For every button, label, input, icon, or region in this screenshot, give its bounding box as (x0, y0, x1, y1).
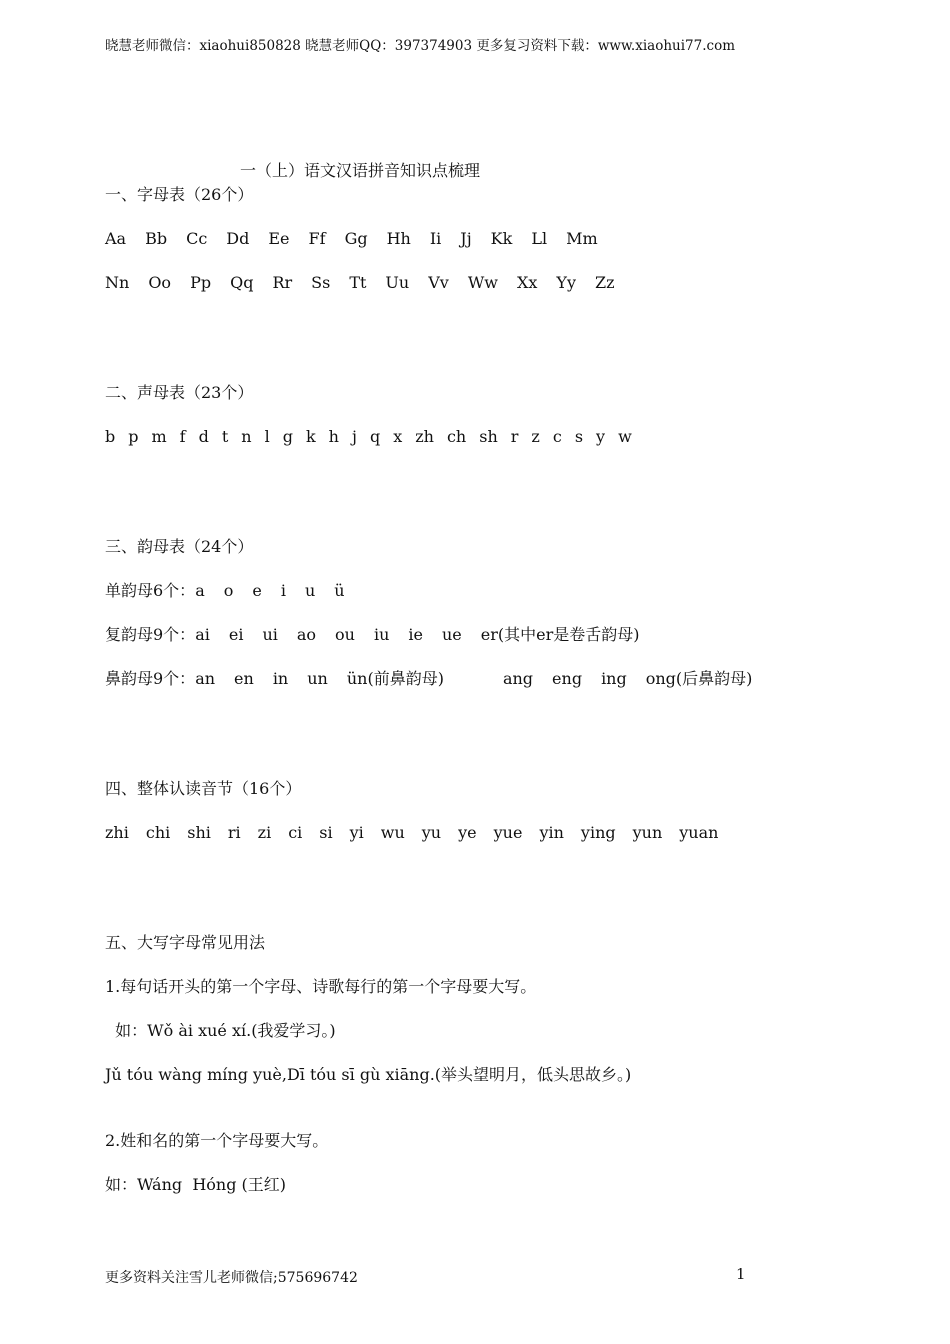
final: ing (601, 669, 627, 688)
initial: ch (446, 427, 467, 446)
syllable: yin (539, 823, 564, 842)
section-2-heading: 二、声母表（23个） (105, 383, 254, 402)
initial: x (393, 427, 403, 446)
letter-pair: Dd (226, 229, 250, 248)
letter-pair: Yy (556, 273, 576, 292)
initial: t (221, 427, 229, 446)
rule-2: 2.姓和名的第一个字母要大写。 (105, 1131, 329, 1150)
letter-pair: Zz (594, 273, 615, 292)
initial: sh (479, 427, 498, 446)
final: i (280, 581, 286, 600)
letter-pair: Xx (516, 273, 538, 292)
letter-pair: Mm (566, 229, 598, 248)
syllable: chi (145, 823, 171, 842)
final: ei (228, 625, 244, 644)
letter-pair: Gg (344, 229, 368, 248)
example-2: 如：Wáng Hóng (王红) (105, 1175, 287, 1194)
initial: s (574, 427, 584, 446)
final: ui (262, 625, 278, 644)
initial: d (198, 427, 209, 446)
page-footer: 更多资料关注雪儿老师微信;575696742 (105, 1270, 358, 1286)
syllable: yi (349, 823, 364, 842)
section-4-heading: 四、整体认读音节（16个） (105, 779, 302, 798)
single-finals-row (105, 580, 364, 602)
letter-pair: Cc (186, 229, 208, 248)
syllable: yue (493, 823, 523, 842)
letter-pair: Tt (349, 273, 367, 292)
initial: p (128, 427, 139, 446)
final: ue (441, 625, 462, 644)
final: e (252, 581, 262, 600)
letter-pair: Hh (386, 229, 411, 248)
final: en (234, 669, 254, 688)
alphabet-row-2 (105, 272, 634, 294)
alphabet-row-1 (105, 228, 617, 250)
letter-pair: Ii (429, 229, 442, 248)
initial: zh (415, 427, 434, 446)
letter-pair: Kk (490, 229, 513, 248)
page-header: 晓慧老师微信：xiaohui850828 晓慧老师QQ：397374903 更多复习资料下载：www.xiaohui77.com (105, 38, 735, 54)
final: iu (373, 625, 390, 644)
compound-finals-row (105, 624, 659, 646)
page-number: 1 (736, 1265, 746, 1283)
example-1a: 如：Wǒ ài xué xí.(我爱学习。) (105, 1021, 336, 1040)
whole-syllables-row (105, 822, 735, 844)
syllable: yun (632, 823, 663, 842)
initial: h (328, 427, 339, 446)
letter-pair: Aa (105, 229, 127, 248)
compound-finals-label: 复韵母9个： (105, 625, 196, 644)
nasal-finals-row (105, 668, 771, 690)
letter-pair: Nn (105, 273, 130, 292)
nasal-finals-label: 鼻韵母9个： (105, 669, 196, 688)
letter-pair: Jj (460, 229, 472, 248)
initial: f (179, 427, 186, 446)
initial: l (264, 427, 270, 446)
letter-pair: Oo (148, 273, 172, 292)
letter-pair: Pp (190, 273, 212, 292)
initial: c (552, 427, 562, 446)
initial: q (369, 427, 381, 446)
final: ün(前鼻韵母) (346, 669, 444, 688)
initial: y (596, 427, 606, 446)
syllable: yuan (679, 823, 719, 842)
document-title: 一（上）语文汉语拼音知识点梳理 (240, 161, 481, 180)
initial: j (351, 427, 357, 446)
initial: b (105, 427, 116, 446)
syllable: wu (380, 823, 405, 842)
final: un (307, 669, 328, 688)
letter-pair: Vv (428, 273, 449, 292)
syllable: zi (257, 823, 272, 842)
letter-pair: Bb (145, 229, 168, 248)
final: ou (335, 625, 355, 644)
letter-pair: Ss (311, 273, 331, 292)
initial: r (510, 427, 519, 446)
final: ü (334, 581, 345, 600)
initial: w (618, 427, 632, 446)
final: in (272, 669, 289, 688)
rule-1: 1.每句话开头的第一个字母、诗歌每行的第一个字母要大写。 (105, 977, 537, 996)
letter-pair: Ll (531, 229, 548, 248)
final: ao (296, 625, 317, 644)
letter-pair: Uu (385, 273, 410, 292)
final: er(其中er是卷舌韵母) (480, 625, 640, 644)
letter-pair: Ee (268, 229, 290, 248)
single-finals-label: 单韵母6个： (105, 581, 196, 600)
final: an (195, 669, 216, 688)
final: ang (502, 669, 534, 688)
section-3-heading: 三、韵母表（24个） (105, 537, 254, 556)
initial: m (151, 427, 167, 446)
syllable: zhi (105, 823, 129, 842)
letter-pair: Qq (230, 273, 254, 292)
letter-pair: Ff (308, 229, 326, 248)
final: u (304, 581, 316, 600)
syllable: shi (187, 823, 211, 842)
final: a (195, 581, 205, 600)
syllable: ri (227, 823, 241, 842)
final: eng (552, 669, 583, 688)
syllable: ying (580, 823, 616, 842)
initial: n (241, 427, 252, 446)
section-1-heading: 一、字母表（26个） (105, 185, 254, 204)
syllable: yu (421, 823, 442, 842)
initial: g (282, 427, 293, 446)
final: ai (195, 625, 210, 644)
section-5-heading: 五、大写字母常见用法 (105, 933, 266, 952)
initials-row (105, 426, 645, 448)
example-1b: Jǔ tóu wàng míng yuè,Dī tóu sī gù xiāng.(举头望明月，低头思故乡。) (105, 1065, 632, 1084)
letter-pair: Ww (467, 273, 498, 292)
final: ong(后鼻韵母) (645, 669, 753, 688)
syllable: ci (288, 823, 303, 842)
initial: z (531, 427, 540, 446)
initial: k (305, 427, 316, 446)
final: o (223, 581, 234, 600)
syllable: ye (458, 823, 477, 842)
syllable: si (319, 823, 333, 842)
letter-pair: Rr (272, 273, 293, 292)
final: ie (408, 625, 423, 644)
